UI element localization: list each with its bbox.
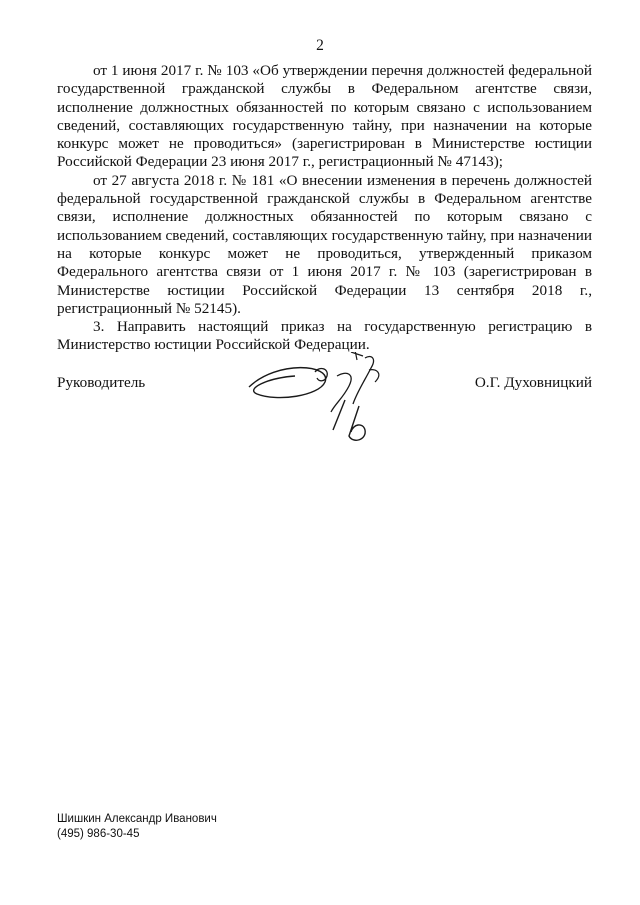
executor-name: Шишкин Александр Иванович [57, 813, 217, 825]
executor-phone: (495) 986-30-45 [57, 827, 140, 840]
executor-info [57, 812, 217, 841]
document-body [57, 62, 592, 355]
handwritten-signature [237, 352, 397, 447]
signature-block [57, 372, 592, 442]
signatory-name: О.Г. Духовницкий [474, 374, 592, 391]
signatory-title: Руководитель [57, 374, 146, 391]
paragraph-order-2017: от 1 июня 2017 г. № 103 «Об утверждении перечня должностей федеральной государственной гражданской службы в Федеральном агентстве связи, исполнение должностных обязанностей по которым связано с использованием сведений, составляющих государственную тайну, при назначении на которые конкурс может не проводиться» (зарегистрирован в Министерстве юстиции Российской Федерации 23 июня 2017 г., регистрационный № 47143); [57, 62, 592, 171]
paragraph-order-2018: от 27 августа 2018 г. № 181 «О внесении изменения в перечень должностей федеральной государственной гражданской службы в Федеральном агентстве связи, исполнение должностных обязанностей по которым связано с использованием сведений, составляющих государственную тайну, при назначении на которые конкурс может не проводиться, утвержденный приказом Федерального агентства связи от 1 июня 2017 г. № 103 (зарегистрирован в Министерстве юстиции Российской Федерации 13 сентября 2018 г., регистрационный № 52145). [57, 171, 592, 317]
page-number: 2 [316, 37, 324, 54]
paragraph-item-3: 3. Направить настоящий приказ на государственную регистрацию в Министерство юстиции Российской Федерации. [57, 318, 592, 354]
